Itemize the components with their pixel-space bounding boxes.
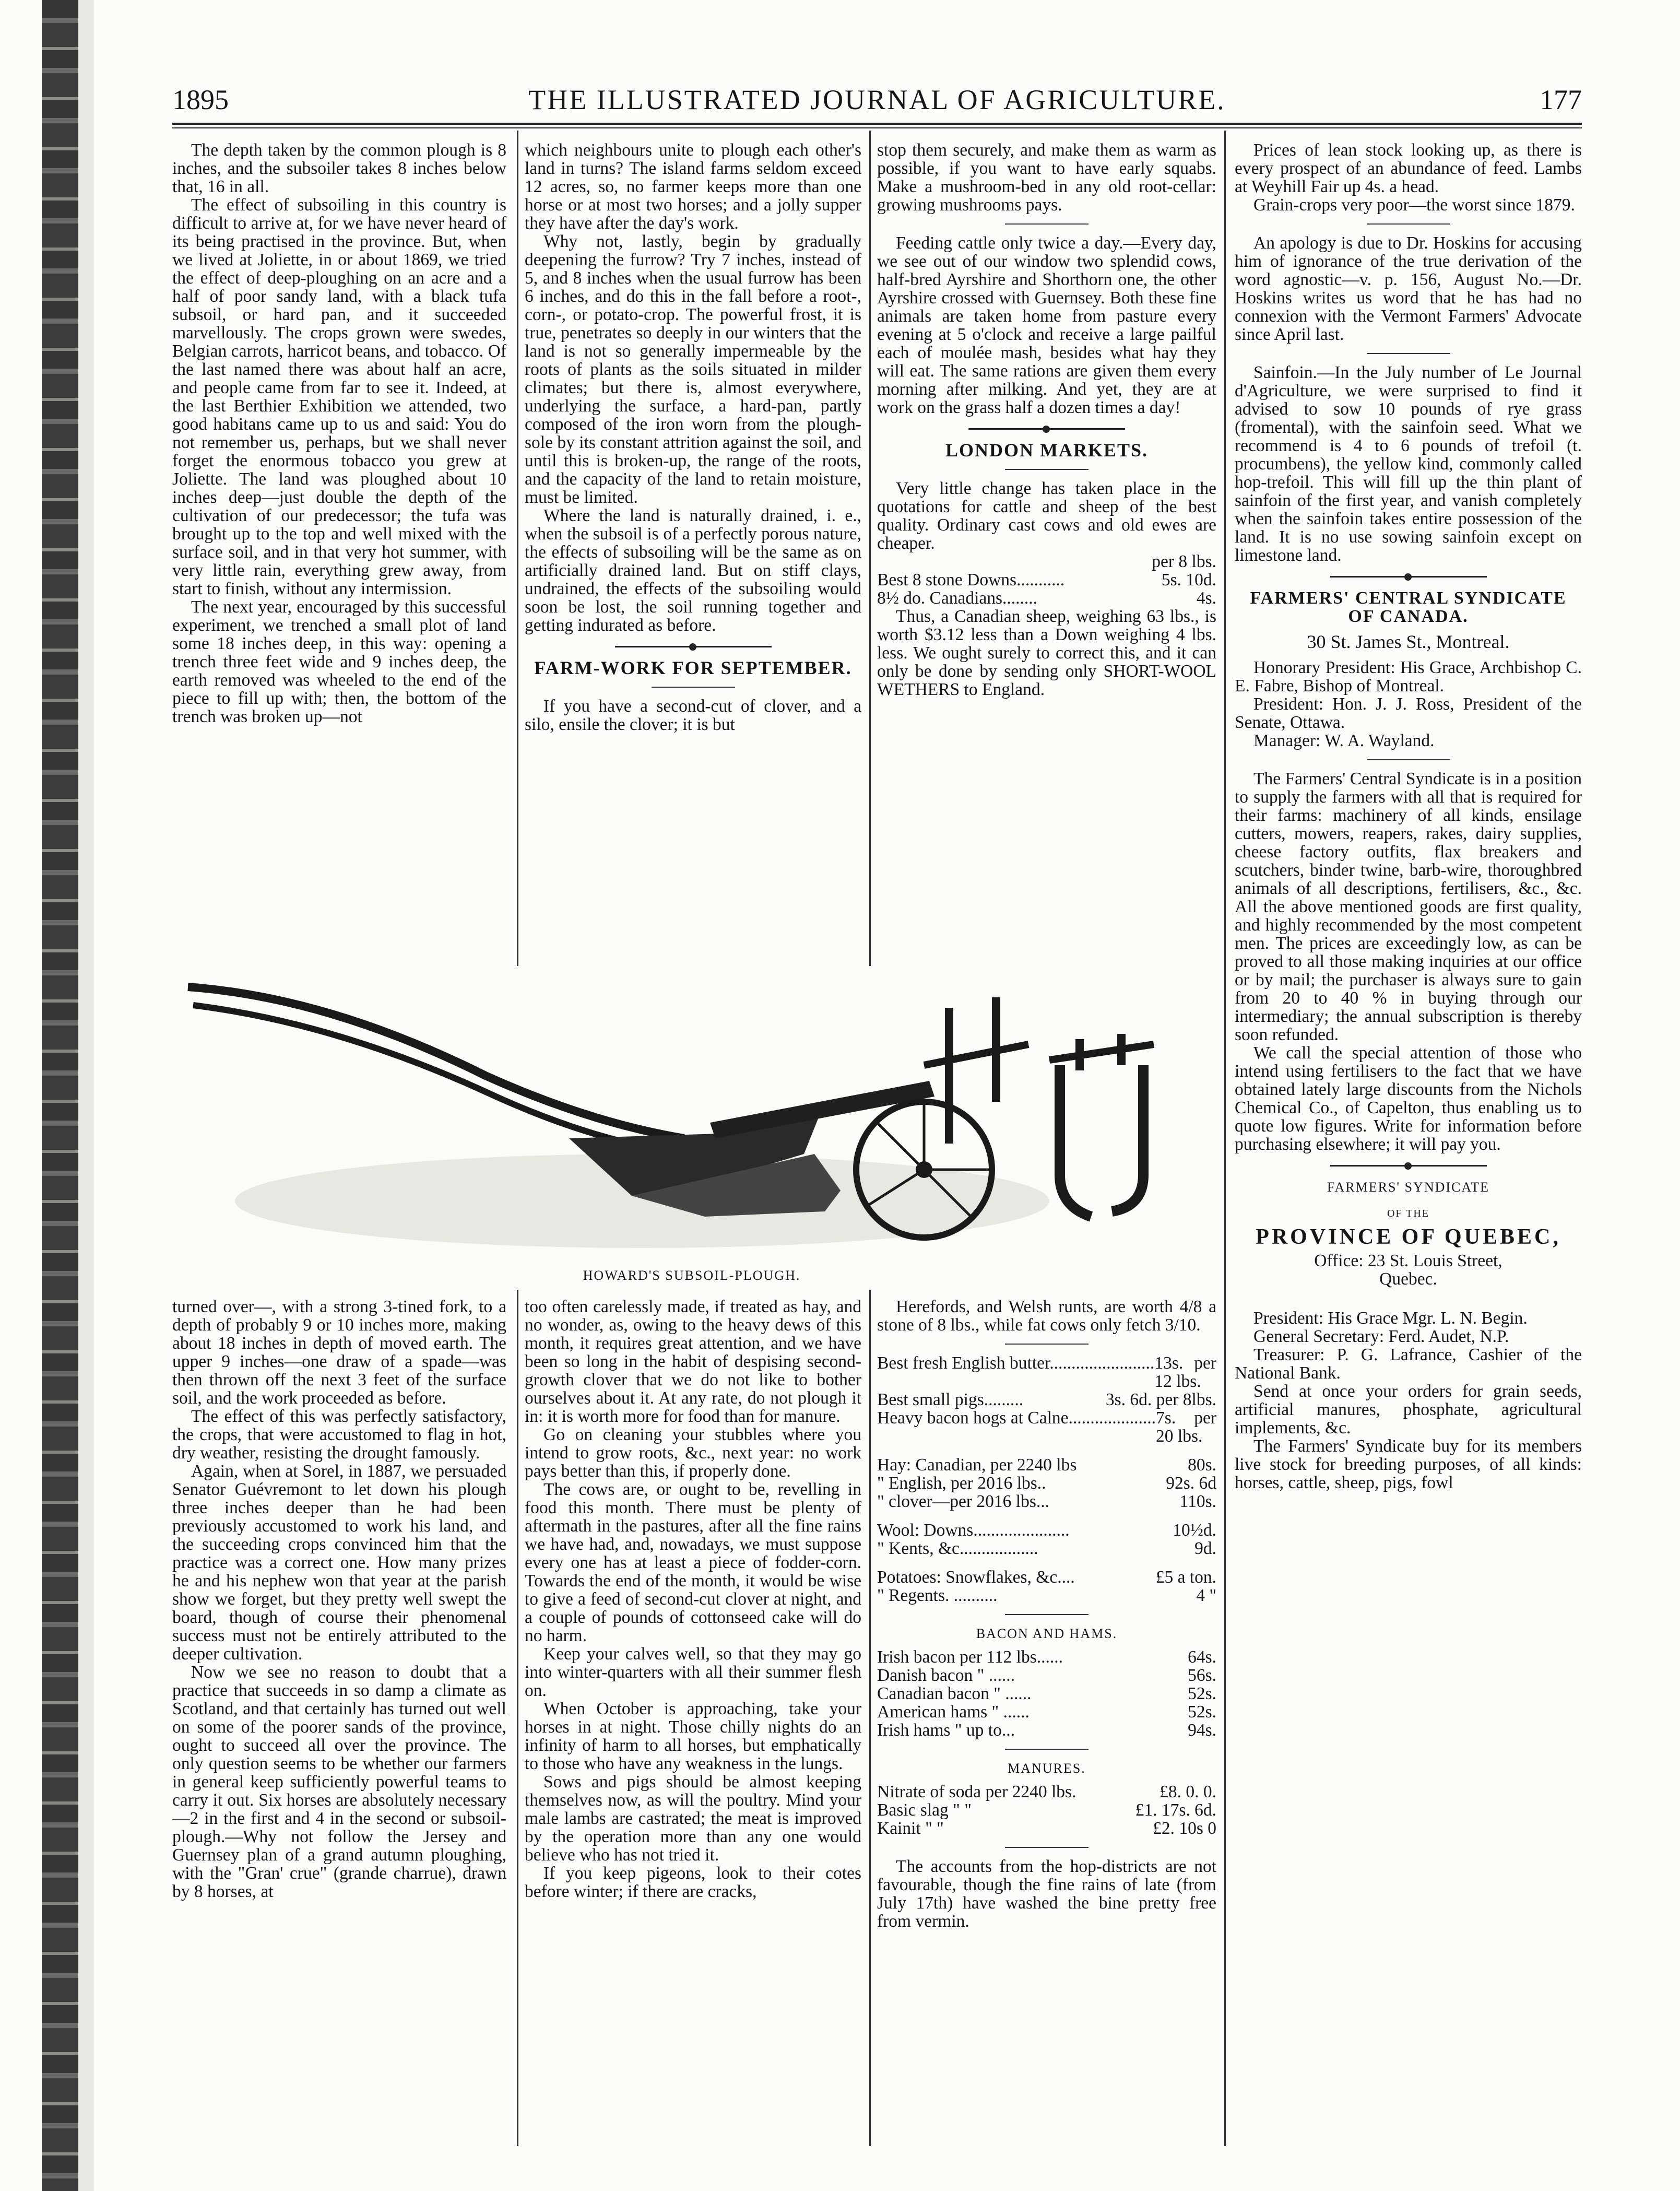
quebec-title: PROVINCE OF QUEBEC, bbox=[1256, 1225, 1561, 1249]
price-label: " English, per 2016 lbs.. bbox=[877, 1474, 1046, 1493]
price-label: Wool: Downs...................... bbox=[877, 1521, 1070, 1540]
price-value: 52s. bbox=[1188, 1684, 1216, 1703]
price-row bbox=[877, 1354, 1216, 1391]
price-value: 64s. bbox=[1188, 1647, 1216, 1667]
paragraph: Why not, lastly, begin by gradually deepening the furrow? Try 7 inches, instead of 5, and 8 inches when the usual furrow has been 6 inches, and do this in the fall before a root-, corn-, or potato-crop. The powerful frost, it is true, penetrates so deeply in our winters that the land is not so generally impermeable by the roots of plants as the soils situated in milder climates; but there is, almost everywhere, underlying the surface, a hard-pan, partly composed of the iron worn from the plough-sole by its constant attrition against the soil, and until this is broken-up, the range of the roots, and the capacity of the land to retain moisture, must be limited. bbox=[525, 232, 861, 507]
divider bbox=[1005, 1614, 1089, 1615]
paragraph: Go on cleaning your stubbles where you intend to grow roots, &c., next year: no work pays better than this, if properly done. bbox=[525, 1425, 861, 1481]
price-value: 9d. bbox=[1194, 1539, 1216, 1558]
price-row bbox=[877, 1819, 1216, 1837]
price-label: Hay: Canadian, per 2240 lbs bbox=[877, 1455, 1077, 1475]
quebec-office: Quebec. bbox=[1379, 1269, 1437, 1289]
paragraph: turned over—, with a strong 3-tined fork, to a depth of probably 9 or 10 inches more, making about 18 inches in depth of moved earth. The upper 9 inches—one draw of a spade—was then thrown off the next 3 feet of the surface soil, and the work proceeded as before. bbox=[172, 1297, 506, 1408]
paragraph: Where the land is naturally drained, i. e., when the subsoil is of a perfectly porous nature, the effects of subsoiling will be the same as on artificially drained land. But on stiff clays, undrained, the effects of the subsoiling would soon be lost, the soil running together and getting indurated as before. bbox=[525, 506, 861, 635]
divider bbox=[1005, 1847, 1089, 1848]
column-3-bottom bbox=[877, 1298, 1216, 1930]
paragraph: Sainfoin.—In the July number of Le Journal d'Agriculture, we were surprised to find it advised to sow 10 pounds of rye grass (fromental), with the sainfoin seed. What we recommend is 4 to 6 pounds of trefoil (t. procumbens), the yellow kind, commonly called hop-trefoil. This will fill up the thin plant of sainfoin of the first year, and vanish completely when the sainfoin takes entire possession of the land. It is no use sowing sainfoin except on limestone land. bbox=[1235, 363, 1582, 565]
page-number: 177 bbox=[1540, 84, 1582, 115]
quebec-subtitle: OF THE bbox=[1387, 1208, 1430, 1219]
paragraph: Send at once your orders for grain seeds, artificial manures, phosphate, agricultural implements, &c. bbox=[1235, 1382, 1582, 1438]
plough-engraving bbox=[172, 966, 1211, 1269]
price-row bbox=[877, 1409, 1216, 1445]
table-heading: BACON AND HAMS. bbox=[976, 1626, 1118, 1641]
subsoil-plough-illustration bbox=[172, 966, 1211, 1279]
price-value: 52s. bbox=[1188, 1702, 1216, 1722]
ornamental-rule bbox=[1330, 576, 1487, 578]
paragraph: The accounts from the hop-districts are not favourable, though the fine rains of late (from July 17th) have washed the bine pretty free from vermin. bbox=[877, 1857, 1216, 1931]
price-row bbox=[877, 1568, 1216, 1586]
divider bbox=[1367, 759, 1450, 760]
paragraph: The effect of subsoiling in this country is difficult to arrive at, for we have never heard of its being practised in the province. But, when we lived at Joliette, in or about 1869, we tried the effect of deep-ploughing on an acre and a half of poor sandy land, with a black tufa subsoil, or hard pan, and it succeeded marvellously. The crops grown were swedes, Belgian carrots, harricot beans, and tobacco. Of the last named there was about half an acre, and people came from far to see it. Indeed, at the last Berthier Exhibition we attended, two good habitans came up to us and said: You do not remember us, perhaps, but we shall never forget the enormous tobacco you grew at Joliette. The land was ploughed about 10 inches deep—just double the depth of the cultivation of our predecessor; the tufa was brought up to the top and well mixed with the surface soil, and in that very hot summer, with very little rain, everything grew away, from start to finish, without any intermission. bbox=[172, 195, 506, 598]
price-label: Irish bacon per 112 lbs...... bbox=[877, 1647, 1063, 1667]
column-4 bbox=[1235, 141, 1582, 1492]
price-row bbox=[877, 1703, 1216, 1721]
price-row bbox=[877, 1685, 1216, 1703]
price-row bbox=[877, 1801, 1216, 1819]
column-rule bbox=[517, 131, 518, 966]
paragraph: Very little change has taken place in the quotations for cattle and sheep of the best quality. Ordinary cast cows and old ewes are cheaper. bbox=[877, 479, 1216, 553]
price-value: £2. 10s 0 bbox=[1153, 1819, 1216, 1838]
price-value: 7s. per 20 lbs. bbox=[1156, 1408, 1216, 1446]
price-value: 56s. bbox=[1188, 1666, 1216, 1685]
price-label: Best 8 stone Downs........... bbox=[877, 570, 1065, 590]
divider bbox=[1005, 469, 1089, 470]
price-label: " clover—per 2016 lbs... bbox=[877, 1492, 1049, 1511]
quebec-subtitle: FARMERS' SYNDICATE bbox=[1327, 1180, 1490, 1195]
header-year: 1895 bbox=[172, 84, 229, 115]
ornamental-rule bbox=[1330, 1165, 1487, 1167]
price-label: Canadian bacon " ...... bbox=[877, 1684, 1032, 1703]
ornamental-rule bbox=[968, 428, 1125, 430]
table-heading: MANURES. bbox=[1008, 1761, 1086, 1776]
price-row bbox=[877, 1492, 1216, 1511]
paragraph: When October is approaching, take your horses in at night. Those chilly nights do an infinity of harm to all horses, but emphatically to those who have any weakness in the lungs. bbox=[525, 1699, 861, 1773]
price-row bbox=[877, 1721, 1216, 1739]
price-label: Heavy bacon hogs at Calne.................... bbox=[877, 1408, 1156, 1428]
price-label: Best fresh English butter........................ bbox=[877, 1353, 1155, 1373]
paragraph: The next year, encouraged by this successful experiment, we trenched a small plot of land some 18 inches deep, in this way: opening a trench three feet wide and 9 inches deep, the earth removed was wheeled to the end of the piece to fill up with; then, the bottom of the trench was broken up—not bbox=[172, 597, 506, 726]
column-rule bbox=[1224, 131, 1226, 2146]
column-rule bbox=[869, 1290, 871, 2146]
divider bbox=[1367, 223, 1450, 225]
price-label: Basic slag " " bbox=[877, 1800, 972, 1820]
divider bbox=[1005, 223, 1089, 225]
paragraph: too often carelessly made, if treated as hay, and no wonder, as, owing to the heavy dews of this month, it requires great attention, and we have been so long in the habit of despising second-growth clover that we do not like to bother ourselves about it. At any rate, do not plough it in: it is worth more for food than for manure. bbox=[525, 1297, 861, 1426]
price-label: American hams " ...... bbox=[877, 1702, 1030, 1722]
paragraph: Treasurer: P. G. Lafrance, Cashier of the National Bank. bbox=[1235, 1345, 1582, 1383]
paragraph: General Secretary: Ferd. Audet, N.P. bbox=[1253, 1327, 1509, 1346]
price-row bbox=[877, 1648, 1216, 1666]
price-value: £1. 17s. 6d. bbox=[1135, 1800, 1216, 1820]
price-label: Nitrate of soda per 2240 lbs. bbox=[877, 1782, 1076, 1801]
paragraph: The depth taken by the common plough is 8 inches, and the subsoiler takes 8 inches below that, 16 in all. bbox=[172, 140, 506, 196]
paragraph: If you have a second-cut of clover, and a silo, ensile the clover; it is but bbox=[525, 697, 861, 734]
paragraph: The Farmers' Central Syndicate is in a position to supply the farmers with all that is required for their farms: machinery of all kinds, ensilage cutters, mowers, reapers, rakes, dairy supplies, cheese factory outfits, flax breakers and scutchers, binder twine, barb-wire, thoroughbred animals of all descriptions, fertilisers, &c., &c. All the above mentioned goods are first quality, and highly recommended by the most competent men. The prices are exceedingly low, as can be proved to all those making inquiries at our office or by mail; the purchaser is always sure to gain from 20 to 40 % in buying through our intermediary; the annual subscription is thereby soon refunded. bbox=[1235, 769, 1582, 1044]
syndicate-title: FARMERS' CENTRAL SYNDICATE OF CANADA. bbox=[1250, 588, 1567, 626]
price-label: Irish hams " up to... bbox=[877, 1721, 1015, 1740]
paragraph: We call the special attention of those who intend using fertilisers to the fact that we have obtained lately large discounts from the Nichols Chemical Co., of Capelton, thus enabling us to quote low figures. Write for information before purchasing elsewhere; it will pay you. bbox=[1235, 1043, 1582, 1154]
price-value: 80s. bbox=[1188, 1455, 1216, 1475]
section-heading: LONDON MARKETS. bbox=[945, 440, 1149, 461]
price-row bbox=[877, 1539, 1216, 1558]
officer: Manager: W. A. Wayland. bbox=[1253, 731, 1435, 750]
paragraph: Grain-crops very poor—the worst since 1879. bbox=[1253, 195, 1575, 215]
paragraph: stop them securely, and make them as warm as possible, if you want to have early squabs. Make a mushroom-bed in any old root-cellar: growing mushrooms pays. bbox=[877, 140, 1216, 215]
price-value: 94s. bbox=[1188, 1721, 1216, 1740]
price-row bbox=[877, 571, 1216, 589]
divider bbox=[652, 687, 735, 688]
column-1-bottom bbox=[172, 1298, 506, 1901]
journal-title: THE ILLUSTRATED JOURNAL OF AGRICULTURE. bbox=[528, 84, 1226, 115]
price-label: Kainit " " bbox=[877, 1819, 944, 1838]
syndicate-address: 30 St. James St., Montreal. bbox=[1307, 631, 1510, 652]
running-header bbox=[172, 78, 1582, 120]
section-heading: FARM-WORK FOR SEPTEMBER. bbox=[534, 657, 852, 678]
paragraph: Herefords, and Welsh runts, are worth 4/8 a stone of 8 lbs., while fat cows only fetch 3/10. bbox=[877, 1297, 1216, 1335]
price-row bbox=[877, 1456, 1216, 1474]
header-rule bbox=[172, 123, 1582, 128]
price-value: 3s. 6d. per 8lbs. bbox=[1105, 1390, 1216, 1409]
officer: Honorary President: His Grace, Archbishop C. E. Fabre, Bishop of Montreal. bbox=[1235, 658, 1582, 696]
price-row bbox=[877, 1521, 1216, 1539]
column-2-top bbox=[525, 141, 861, 734]
ornamental-rule bbox=[615, 646, 772, 647]
divider bbox=[1005, 1749, 1089, 1750]
column-rule bbox=[517, 1290, 518, 2146]
paragraph: Sows and pigs should be almost keeping themselves now, as will the poultry. Mind your male lambs are castrated; the meat is improved by the operation more than any one would believe who has not tried it. bbox=[525, 1772, 861, 1865]
price-value: 110s. bbox=[1179, 1492, 1216, 1511]
paragraph: Again, when at Sorel, in 1887, we persuaded Senator Guévremont to let down his plough three inches deeper than he had been previously accustomed to work his land, and the succeeding crops convinced him that the practice was a correct one. How many prizes he and his nephew won that year at the parish show we forget, but they pretty well swept the board, though of course their phenomenal success must not be entirely attributed to the deeper cultivation. bbox=[172, 1462, 506, 1664]
price-value: 4s. bbox=[1196, 588, 1216, 608]
price-value: £5 a ton. bbox=[1155, 1568, 1216, 1587]
price-label: Potatoes: Snowflakes, &c.... bbox=[877, 1568, 1075, 1587]
price-value: 13s. per 12 lbs. bbox=[1154, 1353, 1216, 1391]
column-1-top bbox=[172, 141, 506, 726]
price-value: 92s. 6d bbox=[1166, 1474, 1216, 1493]
price-value: £8. 0. 0. bbox=[1160, 1782, 1216, 1801]
paragraph: Keep your calves well, so that they may go into winter-quarters with all their summer flesh on. bbox=[525, 1644, 861, 1700]
officer: President: Hon. J. J. Ross, President of the Senate, Ottawa. bbox=[1235, 694, 1582, 732]
price-label: 8½ do. Canadians........ bbox=[877, 588, 1038, 608]
divider bbox=[1367, 353, 1450, 354]
paragraph: President: His Grace Mgr. L. N. Begin. bbox=[1253, 1309, 1528, 1328]
price-label: Best small pigs......... bbox=[877, 1390, 1024, 1409]
price-value: 5s. 10d. bbox=[1161, 570, 1216, 590]
column-3-top bbox=[877, 141, 1216, 699]
paragraph: If you keep pigeons, look to their cotes before winter; if there are cracks, bbox=[525, 1864, 861, 1901]
price-value: 4 " bbox=[1196, 1586, 1216, 1605]
quebec-office: Office: 23 St. Louis Street, bbox=[1314, 1251, 1502, 1270]
page-margin bbox=[78, 0, 94, 2191]
price-value: 10½d. bbox=[1173, 1521, 1216, 1540]
paragraph: An apology is due to Dr. Hoskins for accusing him of ignorance of the true derivation of the word agnostic—v. p. 156, August No.—Dr. Hoskins writes us word that he has had no connexion with the Vermont Farmers' Advocate since April last. bbox=[1235, 233, 1582, 344]
paragraph: Prices of lean stock looking up, as there is every prospect of an abundance of feed. Lambs at Weyhill Fair up 4s. a head. bbox=[1235, 140, 1582, 196]
paragraph: Thus, a Canadian sheep, weighing 63 lbs., is worth $3.12 less than a Down weighing 4 lbs. less. We ought surely to correct this, and it can only be done by sending only SHORT-WOOL WETHERS to England. bbox=[877, 607, 1216, 699]
binding-edge bbox=[42, 0, 78, 2191]
paragraph: The Farmers' Syndicate buy for its members live stock for breeding purposes, of all kinds: horses, cattle, sheep, pigs, fowl bbox=[1235, 1436, 1582, 1492]
column-2-bottom bbox=[525, 1298, 861, 1901]
price-row bbox=[877, 1391, 1216, 1409]
paragraph: The cows are, or ought to be, revelling in food this month. There must be plenty of aftermath in the pastures, after all the fine rains we have had, and, nowadays, we must suppose every one has at least a piece of fodder-corn. Towards the end of the month, it would be wise to give a feed of second-cut clover at night, and a couple of pounds of cottonseed cake will do no harm. bbox=[525, 1480, 861, 1645]
price-row bbox=[877, 1586, 1216, 1605]
price-row bbox=[877, 1474, 1216, 1492]
price-label: Danish bacon " ...... bbox=[877, 1666, 1015, 1685]
paragraph: Feeding cattle only twice a day.—Every day, we see out of our window two splendid cows, half-bred Ayrshire and Shorthorn one, the other Ayrshire crossed with Guernsey. Both these fine animals are taken home from pasture every evening at 5 o'clock and receive a large pailful each of moulée mash, besides what hay they will eat. The same rations are given them every morning after milking. And yet, they are at work on the grass half a dozen times a day! bbox=[877, 233, 1216, 417]
paragraph: Now we see no reason to doubt that a practice that succeeds in so damp a climate as Scotland, and that certainly has turned out well on some of the poorer sands of the province, ought to succeed all over the province. The only question seems to be whether our farmers in general keep sufficiently powerful teams to carry it out. Six horses are absolutely necessary—2 in the first and 4 in the second or subsoil-plough.—Why not follow the Jersey and Guernsey plan of a grand autumn ploughing, with the "Gran' crue" (grande charrue), drawn by 8 horses, at bbox=[172, 1663, 506, 1901]
price-unit: per 8 lbs. bbox=[1152, 552, 1216, 571]
price-label: " Kents, &c.................. bbox=[877, 1539, 1038, 1558]
paragraph: which neighbours unite to plough each other's land in turns? The island farms seldom exceed 12 acres, so, no farmer keeps more than one horse or at most two horses; and a jolly supper they have after the day's work. bbox=[525, 140, 861, 233]
figure-caption: HOWARD'S SUBSOIL-PLOUGH. bbox=[583, 1268, 801, 1283]
price-row bbox=[877, 1666, 1216, 1685]
price-label: " Regents. .......... bbox=[877, 1586, 998, 1605]
paragraph: The effect of this was perfectly satisfactory, the crops, that were accustomed to flag in hot, dry weather, resisting the drought famously. bbox=[172, 1407, 506, 1463]
column-rule bbox=[869, 131, 871, 966]
price-row bbox=[877, 1783, 1216, 1801]
divider bbox=[1005, 1344, 1089, 1345]
price-row bbox=[877, 589, 1216, 607]
